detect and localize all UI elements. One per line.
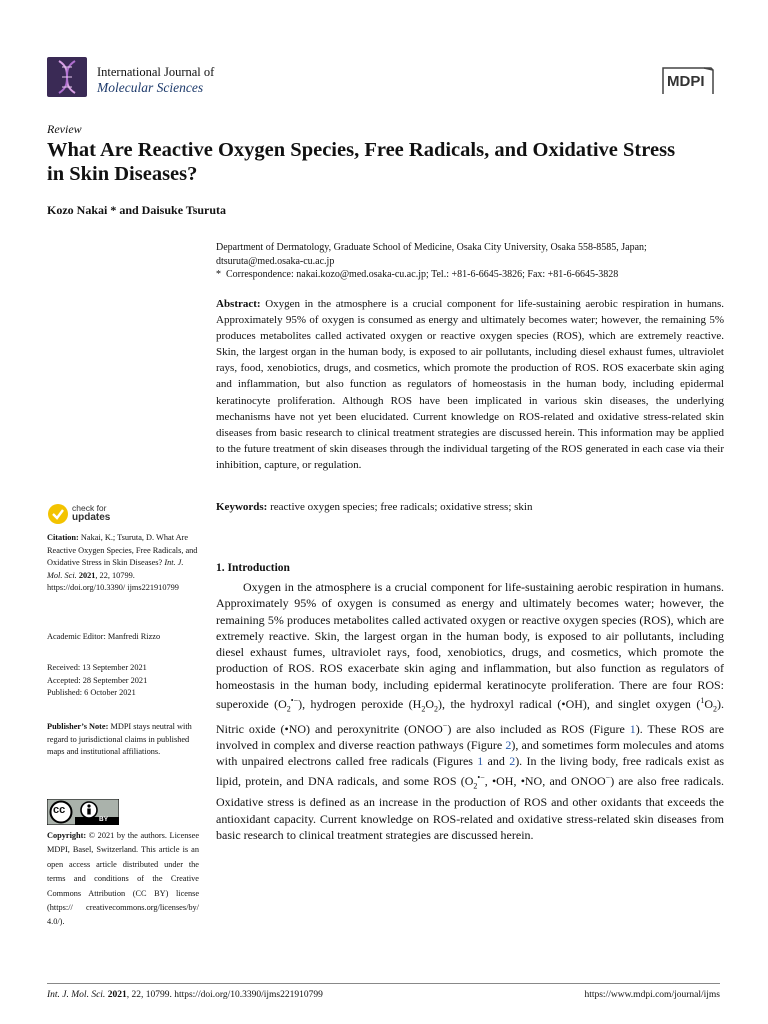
footer-citation — [47, 990, 323, 1000]
intro-text-7: ), and sometimes form molecules and atoms with unpaired electrons called free radicals (Figures — [216, 738, 724, 769]
footer-journal-url[interactable]: https://www.mdpi.com/journal/ijms — [584, 990, 720, 1000]
dna-icon — [47, 57, 87, 97]
citation-text: Nakai, K.; Tsuruta, D. What Are Reactive Oxygen Species, Free Radicals, and Oxidative Stress in Skin Diseases? — [47, 533, 198, 567]
check-for-updates-button[interactable] — [47, 501, 137, 527]
citation-label: Citation: — [47, 533, 79, 542]
publisher-name: MDPI — [667, 73, 705, 90]
intro-text-6: ). These ROS are involved in complex and diverse reaction pathways (Figure — [216, 721, 724, 753]
academic-editor: Academic Editor: Manfredi Rizzo — [47, 632, 161, 641]
intro-text-1: Oxygen in the atmosphere is a crucial component for life-sustaining aerobic respiration in humans. Approximately 95% of oxygen is consumed as energy and ultimately becomes water; however, the remaining 5% produces metabolites called activated oxygen or reactive oxygen species (ROS), which are extremely reactive. Skin, the largest organ in the human body, is exposed to air pollutants, including diesel exhaust fumes, ultraviolet rays, food, xenobiotics, drugs, and cosmetics, which promote the production of ROS. ROS exacerbate skin aging and inflammation, but also function as regulators of homeostasis in the human body, including epidermal keratinocyte proliferation. There are four ROS: superoxide (O — [216, 580, 724, 712]
copyright-text: © 2021 by the authors. Licensee MDPI, Basel, Switzerland. This article is an open access article distributed under the terms and conditions of the Creative Commons Attribution (CC BY) license (https:// creativecommons.org/licenses/by/ 4.0/). — [47, 831, 200, 927]
article-title: What Are Reactive Oxygen Species, Free Radicals, and Oxidative Stress in Skin Diseases? — [47, 139, 676, 185]
check-line1: check for — [72, 503, 107, 513]
copyright — [47, 829, 199, 930]
figure-1-link-b[interactable]: 1 — [477, 754, 484, 769]
publisher-note — [47, 721, 199, 759]
article-type: Review — [47, 122, 82, 136]
footer-journal: Int. J. Mol. Sci. — [47, 990, 106, 1000]
journal-logo — [47, 57, 87, 97]
citation-year: 2021 — [78, 570, 96, 580]
section-heading-introduction: 1. Introduction — [216, 562, 290, 574]
abstract-text: Oxygen in the atmosphere is a crucial component for life-sustaining aerobic respiration in humans. Approximately 95% of oxygen is consumed as energy and ultimately becomes water; however, the remaining 5% produces metabolites called activated oxygen or reactive oxygen species (ROS), which are extremely reactive. Skin, the largest organ in the human body, is exposed to air pollutants, including diesel exhaust fumes, ultraviolet rays, food, xenobiotics, drugs, and cosmetics, which promote the production of ROS. ROS exacerbate skin aging and inflammation, but also function as regulators of homeostasis in the human body, including epidermal keratinocyte proliferation. Although ROS have been implicated in various skin diseases, the underlying mechanisms have not yet been elucidated. Current knowledge on ROS-related and oxidative stress-related skin diseases from basic research to clinical treatment strategies are discussed herein. This information may be applied to the future treatment of skin diseases through the individual targeting of the ROS generated in each case via their inhibition, capture, or regulation. — [216, 298, 725, 471]
abstract — [216, 296, 724, 473]
intro-text-2: ), hydrogen peroxide (H — [298, 697, 422, 712]
abstract-label: Abstract: — [216, 298, 261, 310]
keywords-label: Keywords: — [216, 501, 268, 513]
publisher-logo — [660, 66, 716, 96]
cc-by-label: BY — [99, 816, 109, 823]
citation-rest: , 22, 10799. https://doi.org/10.3390/ ijms221910799 — [47, 570, 179, 592]
intro-text-3: ), the hydroxyl radical (•OH), and singlet oxygen ( — [438, 697, 701, 712]
published-date: Published: 6 October 2021 — [47, 688, 136, 697]
keywords-text: reactive oxygen species; free radicals; oxidative stress; skin — [270, 501, 533, 513]
accepted-date: Accepted: 28 September 2021 — [47, 675, 148, 685]
intro-text-11: ) are also free radicals. Oxidative stress is defined as an increase in the production of ROS and other oxidants that exceeds the antioxidant capacity. Current knowledge on ROS-related and oxidative stress-related skin diseases from basic research to clinical treatment strategies are discussed herein. — [216, 773, 725, 842]
check-line2: updates — [72, 512, 111, 523]
check-updates-icon — [47, 503, 69, 525]
cc-label: cc — [53, 804, 66, 816]
journal-name-line1: International Journal of — [97, 65, 215, 79]
figure-1-link[interactable]: 1 — [629, 721, 636, 736]
publisher-note-text: MDPI stays neutral with regard to jurisdictional claims in published maps and institutional affiliations. — [47, 722, 192, 756]
copyright-label: Copyright: — [47, 831, 87, 840]
affiliations — [216, 241, 726, 282]
journal-name — [97, 64, 214, 96]
received-date: Received: 13 September 2021 — [47, 663, 147, 672]
affiliation-line1: Department of Dermatology, Graduate School of Medicine, Osaka City University, Osaka 558-8585, Japan; — [216, 242, 647, 253]
footer-divider — [47, 983, 720, 984]
intro-text-5: ) are also included as ROS (Figure — [447, 721, 630, 736]
dates — [47, 662, 147, 700]
introduction-paragraph: Oxygen in the atmosphere is a crucial component for life-sustaining aerobic respiration in humans. Approximately 95% of oxygen is consumed as energy and ultimately becomes water; however, the remaining 5% produces metabolites called activated oxygen or reactive oxygen species (ROS), which are extremely reactive. Skin, the largest organ in the human body, is exposed to air pollutants, including diesel exhaust fumes, ultraviolet rays, food, xenobiotics, drugs, and cosmetics, which promote the production of ROS. ROS exacerbate skin aging and inflammation, but also function as regulators of homeostasis in the human body, including epidermal keratinocyte proliferation. There are four ROS: superoxide $(O_2^{•-})$, hydrogen peroxide $(H_2O_2)$, the hydroxyl radical (•OH), and singlet oxygen $(^1O_2)$. Nitric oxide (•NO) and peroxynitrite (ONOO−) are also included as ROS (Figure 1). These ROS are involved in complex and diverse reaction pathways (Figure 2), and sometimes form molecules and atoms with unpaired electrons called free radicals (Figures 1 and 2). In the living body, free radicals exist as lipid, protein, and DNA radicals, and some ROS ($O_2^{•-}$, •OH, •NO, and ONOO−) are also free radicals. Oxidative stress is defined as an increase in the production of ROS and other oxidants that exceeds the antioxidant capacity. Current knowledge on ROS-related and oxidative stress-related skin diseases from basic research to clinical treatment strategies are discussed herein. — [216, 580, 725, 842]
affiliation-line2: dtsuruta@med.osaka-cu.ac.jp — [216, 255, 335, 267]
correspondence-text: Correspondence: nakai.kozo@med.osaka-cu.ac.jp; Tel.: +81-6-6645-3826; Fax: +81-6-6645-3828 — [226, 269, 619, 280]
footer-year: 2021 — [107, 990, 127, 1000]
keywords — [216, 501, 724, 513]
figure-2-link-b[interactable]: 2 — [509, 754, 516, 769]
figure-2-link[interactable]: 2 — [505, 738, 512, 753]
intro-text-9: ). In the living body, free radicals exist as lipid, protein, and DNA radicals, and some ROS (O — [216, 754, 725, 788]
authors: Kozo Nakai * and Daisuke Tsuruta — [47, 203, 227, 217]
intro-text-10: , •OH, •NO, and ONOO — [484, 773, 606, 788]
citation-journal: Int. J. Mol. Sci. — [47, 558, 184, 580]
footer-rest: , 22, 10799. https://doi.org/10.3390/ijms221910799 — [126, 990, 323, 1000]
journal-name-line2: Molecular Sciences — [97, 80, 204, 95]
correspondence-marker: * — [216, 269, 221, 280]
intro-text-4: ). Nitric oxide (•NO) and peroxynitrite (ONOO — [216, 697, 724, 736]
cc-by-license-badge[interactable] — [47, 799, 119, 825]
publisher-note-label: Publisher’s Note: — [47, 722, 109, 731]
correspondence — [216, 268, 726, 282]
citation — [47, 532, 199, 595]
intro-text-8: and — [483, 754, 510, 769]
